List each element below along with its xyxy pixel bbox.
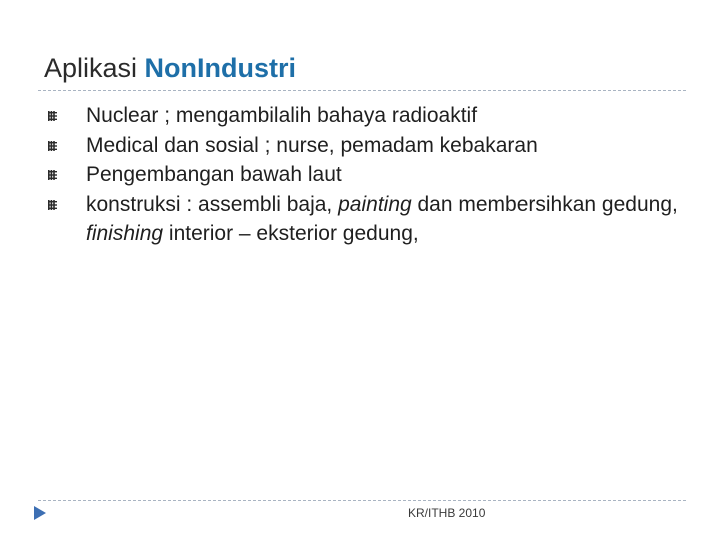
bullet-text: Nuclear ; mengambilalih bahaya radioaktif [86,104,478,127]
footer-text: KR/ITHB 2010 [408,506,486,520]
bullet-text: Medical dan sosial ; nurse, pemadam kebakaran [86,133,538,157]
section-bullet-icon [48,200,57,210]
bullet-text-italic: painting [338,192,412,216]
section-bullet-icon [48,111,57,121]
title-accent: NonIndustri [144,53,297,83]
bullet-item [48,131,688,161]
bullet-list [48,101,688,249]
bullet-text: Pengembangan bawah laut [86,163,342,186]
bullet-text-part: interior – eksterior gedung, [163,222,419,245]
footer-divider [38,500,686,501]
section-bullet-icon [48,141,57,151]
slide-title [44,48,296,88]
title-plain: Aplikasi [44,53,145,83]
bullet-text-italic: finishing [86,222,164,245]
bullet-text-part: konstruksi : assembli baja, [86,192,339,216]
title-divider [38,90,686,91]
section-bullet-icon [48,170,57,180]
bullet-item [48,101,688,131]
bullet-item [48,190,688,249]
bullet-item [48,160,688,190]
bullet-text-part: dan membersihkan gedung, [411,192,678,216]
play-arrow-icon [33,505,47,521]
